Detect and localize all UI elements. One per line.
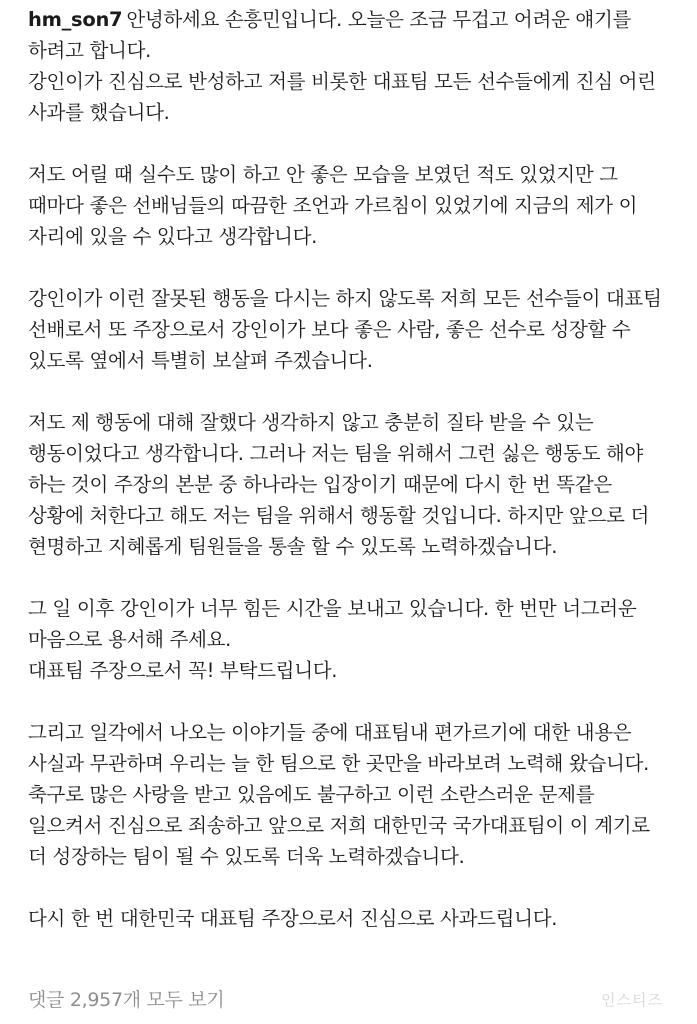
caption-line: 그리고 일각에서 나오는 이야기들 중에 대표팀내 편가르기에 대한 내용은 사실과 무관하며 우리는 늘 한 팀으로 한 곳만을 바라보려 노력해 왔습니다. bbox=[28, 721, 649, 775]
caption-line: 저도 제 행동에 대해 잘했다 생각하지 않고 충분히 질타 받을 수 있는 행동이었다고 생각합니다. 그러나 저는 팀을 위해서 그런 싫은 행동도 해야 하는 것이 주장의 본분 중 하나라는 입장이기 때문에 다시 한 번 똑같은 상황에 처한다고 해도 저는 팀을 위해서 행동할 것입니다. 하지만 앞으로 더 현명하고 지혜롭게 팀원들을 통솔 할 수 있도록 노력하겠습니다. bbox=[28, 411, 649, 558]
caption-line: 다시 한 번 대한민국 대표팀 주장으로서 진심으로 사과드립니다. bbox=[28, 907, 558, 930]
caption-line: 저도 어릴 때 실수도 많이 하고 안 좋은 모습을 보였던 적도 있었지만 그 때마다 좋은 선배님들의 따끔한 조언과 가르침이 있었기에 지금의 제가 이 자리에 있을 수 있다고 생각합니다. bbox=[28, 163, 638, 248]
caption-paragraph-7 bbox=[28, 903, 673, 934]
caption-paragraph-4 bbox=[28, 407, 673, 562]
paragraph-gap bbox=[28, 128, 673, 159]
caption-paragraph-1 bbox=[28, 4, 673, 128]
paragraph-gap bbox=[28, 376, 673, 407]
paragraph-gap bbox=[28, 686, 673, 717]
caption-line: 대표팀 주장으로서 꼭! 부탁드립니다. bbox=[28, 659, 338, 682]
paragraph-gap bbox=[28, 252, 673, 283]
caption-line: 강인이가 이런 잘못된 행동을 다시는 하지 않도록 저희 모든 선수들이 대표팀 선배로서 또 주장으로서 강인이가 보다 좋은 사람, 좋은 선수로 성장할 수 있도록 옆에서 특별히 보살펴 주겠습니다. bbox=[28, 287, 662, 372]
paragraph-gap bbox=[28, 872, 673, 903]
post-caption bbox=[28, 4, 673, 934]
caption-line: 그 일 이후 강인이가 너무 힘든 시간을 보내고 있습니다. 한 번만 너그러운 마음으로 용서해 주세요. bbox=[28, 597, 637, 651]
caption-line: 강인이가 진심으로 반성하고 저를 비롯한 대표팀 모든 선수들에게 진심 어린 사과를 했습니다. bbox=[28, 70, 656, 124]
caption-line: 안녕하세요 손흥민입니다. 오늘은 조금 무겁고 어려운 얘기를 하려고 합니다. bbox=[28, 8, 632, 62]
caption-paragraph-5 bbox=[28, 593, 673, 686]
caption-line: 축구로 많은 사랑을 받고 있음에도 불구하고 이런 소란스러운 문제를 일으켜서 진심으로 죄송하고 앞으로 저희 대한민국 국가대표팀이 이 계기로 더 성장하는 팀이 될 수 있도록 더욱 노력하겠습니다. bbox=[28, 783, 650, 868]
paragraph-gap bbox=[28, 562, 673, 593]
caption-paragraph-6 bbox=[28, 717, 673, 872]
view-all-comments-link[interactable]: 댓글 2,957개 모두 보기 bbox=[28, 989, 225, 1011]
username-link[interactable]: hm_son7 bbox=[28, 8, 123, 31]
caption-paragraph-2 bbox=[28, 159, 673, 252]
site-watermark: 인스티즈 bbox=[601, 991, 663, 1009]
caption-paragraph-3 bbox=[28, 283, 673, 376]
